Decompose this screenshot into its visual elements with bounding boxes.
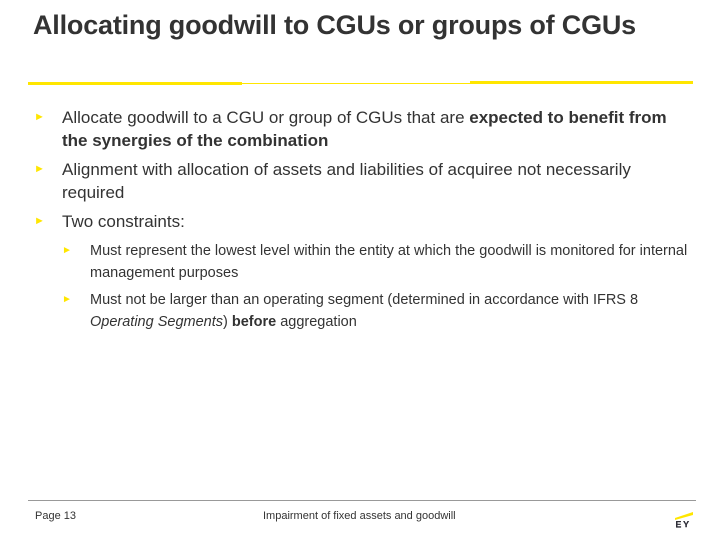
sub-bullet-text-post: aggregation — [276, 314, 357, 330]
bullet-text: Allocate goodwill to a CGU or group of CGUs that are — [62, 108, 470, 127]
sub-bullet-arrow-icon: ► — [62, 245, 72, 256]
sub-bullet-item — [62, 240, 694, 284]
bullet-text: Alignment with allocation of assets and liabilities of acquiree not necessarily required — [62, 160, 631, 202]
bullet-arrow-icon: ► — [34, 215, 45, 227]
sub-bullet-text-bold: before — [231, 314, 277, 330]
title-underline-accent-left — [28, 82, 242, 85]
bullet-item — [34, 210, 694, 333]
bullet-text-bold: expected to benefit from the synergies of the combination — [62, 108, 667, 150]
sub-bullet-text: Must represent the lowest level within the entity at which the goodwill is monitored for internal management purposes — [90, 243, 688, 281]
footer-divider — [28, 500, 696, 501]
sub-bullet-item — [62, 289, 694, 333]
sub-bullet-text-mid: ) — [223, 314, 232, 330]
bullet-list — [34, 106, 694, 339]
bullet-arrow-icon: ► — [34, 163, 45, 175]
bullet-arrow-icon: ► — [34, 111, 45, 123]
bullet-item — [34, 158, 694, 204]
slide-title: Allocating goodwill to CGUs or groups of CGUs — [33, 10, 636, 40]
sub-bullet-text-italic: Operating Segments — [90, 314, 223, 330]
footer-title: Impairment of fixed assets and goodwill — [263, 510, 456, 522]
title-underline-accent-right — [470, 81, 693, 84]
page-number: Page 13 — [35, 510, 76, 522]
bullet-item — [34, 106, 694, 152]
ey-logo-icon — [672, 508, 694, 528]
sub-bullet-list — [62, 240, 694, 333]
sub-bullet-text: Must not be larger than an operating segment (determined in accordance with IFRS 8 — [90, 292, 639, 308]
bullet-text: Two constraints: — [62, 212, 185, 231]
sub-bullet-arrow-icon: ► — [62, 294, 72, 305]
